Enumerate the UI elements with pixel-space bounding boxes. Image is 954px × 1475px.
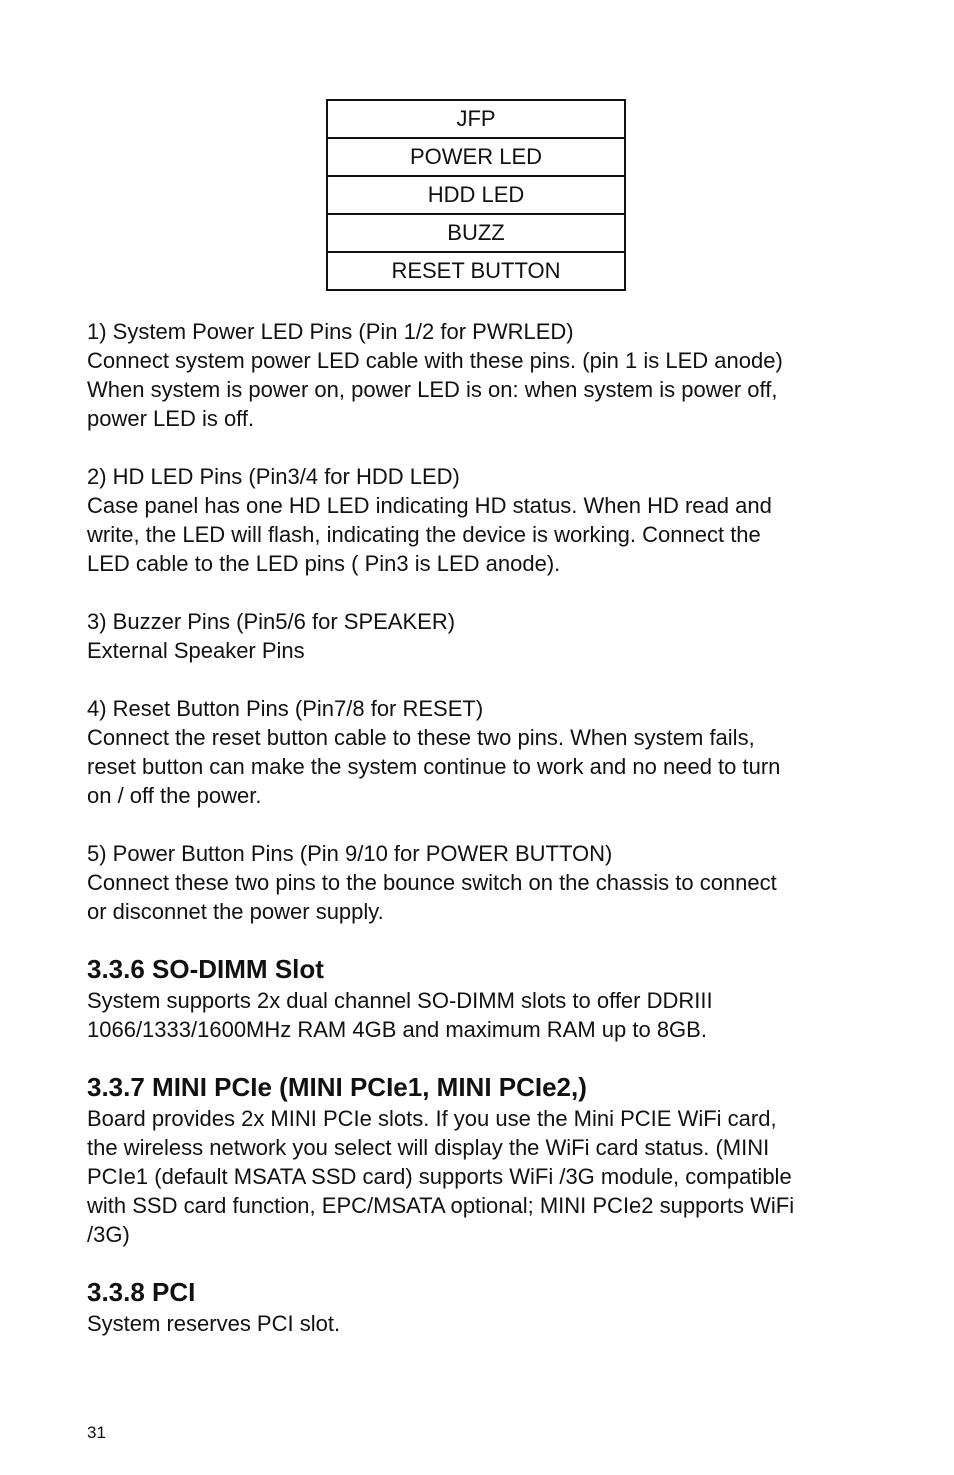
pin-item-reset-button xyxy=(87,694,887,810)
pin-text-line: Connect the reset button cable to these two pins. When system fails, xyxy=(87,725,755,750)
pin-text-line: or disconnet the power supply. xyxy=(87,899,384,924)
jfp-row-buzz: BUZZ xyxy=(327,214,625,252)
pin-item-hd-led xyxy=(87,462,887,578)
pin-heading: 1) System Power LED Pins (Pin 1/2 for PWRLED) xyxy=(87,319,574,344)
pin-text-line: reset button can make the system continue to work and no need to turn xyxy=(87,754,781,779)
pin-heading: 2) HD LED Pins (Pin3/4 for HDD LED) xyxy=(87,464,460,489)
pin-heading: 5) Power Button Pins (Pin 9/10 for POWER BUTTON) xyxy=(87,841,613,866)
page-number: 31 xyxy=(87,1423,106,1442)
pin-text-line: power LED is off. xyxy=(87,406,255,431)
pin-text-line: Connect system power LED cable with these pins. (pin 1 is LED anode) xyxy=(87,348,783,373)
section-text-line: 1066/1333/1600MHz RAM 4GB and maximum RAM up to 8GB. xyxy=(87,1017,707,1042)
section-heading-pci: 3.3.8 PCI xyxy=(87,1277,196,1307)
jfp-row-hdd-led: HDD LED xyxy=(327,176,625,214)
jfp-table-header: JFP xyxy=(327,100,625,138)
section-text-line: /3G) xyxy=(87,1222,130,1247)
section-text-line: System supports 2x dual channel SO-DIMM slots to offer DDRIII xyxy=(87,988,713,1013)
pin-item-power-button xyxy=(87,839,887,926)
pin-item-buzzer xyxy=(87,607,887,665)
pin-text-line: Case panel has one HD LED indicating HD status. When HD read and xyxy=(87,493,772,518)
jfp-row-power-led: POWER LED xyxy=(327,138,625,176)
jfp-row-reset-button: RESET BUTTON xyxy=(327,252,625,290)
section-text-line: the wireless network you select will display the WiFi card status. (MINI xyxy=(87,1135,770,1160)
section-text-line: PCIe1 (default MSATA SSD card) supports WiFi /3G module, compatible xyxy=(87,1164,792,1189)
section-text-line: with SSD card function, EPC/MSATA optional; MINI PCIe2 supports WiFi xyxy=(87,1193,795,1218)
pin-heading: 4) Reset Button Pins (Pin7/8 for RESET) xyxy=(87,696,484,721)
pin-text-line: External Speaker Pins xyxy=(87,638,305,663)
pin-text-line: When system is power on, power LED is on: when system is power off, xyxy=(87,377,778,402)
jfp-pin-table xyxy=(326,99,626,291)
section-heading-mini-pcie: 3.3.7 MINI PCIe (MINI PCIe1, MINI PCIe2,) xyxy=(87,1072,587,1102)
pin-heading: 3) Buzzer Pins (Pin5/6 for SPEAKER) xyxy=(87,609,456,634)
section-text-line: System reserves PCI slot. xyxy=(87,1311,341,1336)
pin-text-line: on / off the power. xyxy=(87,783,262,808)
pin-text-line: LED cable to the LED pins ( Pin3 is LED anode). xyxy=(87,551,561,576)
pin-text-line: write, the LED will flash, indicating the device is working. Connect the xyxy=(87,522,761,547)
page-content xyxy=(87,317,887,1338)
pin-text-line: Connect these two pins to the bounce switch on the chassis to connect xyxy=(87,870,777,895)
section-text-line: Board provides 2x MINI PCIe slots. If you use the Mini PCIE WiFi card, xyxy=(87,1106,777,1131)
pin-item-power-led xyxy=(87,317,887,433)
section-heading-so-dimm: 3.3.6 SO-DIMM Slot xyxy=(87,954,324,984)
